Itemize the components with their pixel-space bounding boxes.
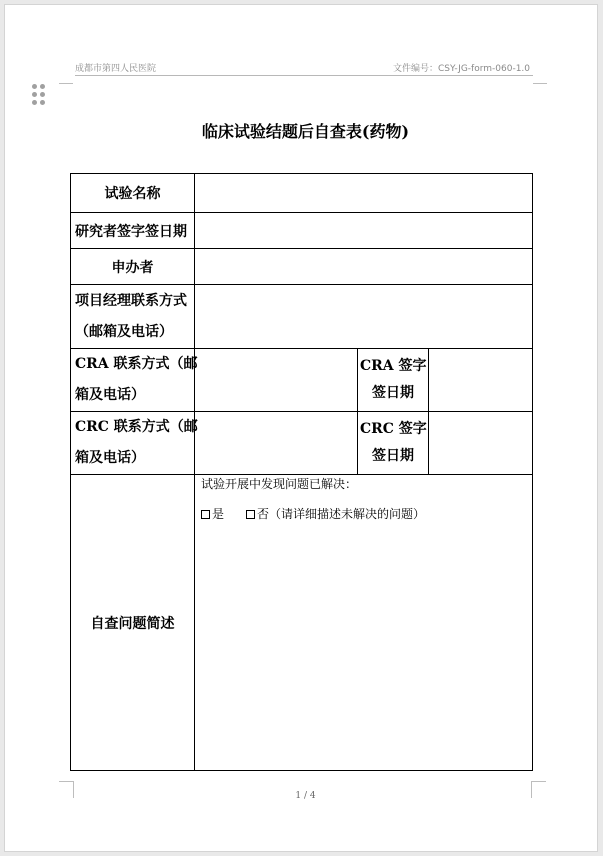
header-document-number: 文件编号：CSY-JG-form-060-1.0 xyxy=(393,64,531,74)
option-no[interactable] xyxy=(246,506,425,522)
table-row xyxy=(71,475,533,771)
margin-corner-bottom-left xyxy=(59,781,74,798)
option-no-label: 否（请详细描述未解决的问题） xyxy=(257,507,426,521)
table-row xyxy=(71,249,533,285)
trial-name-field[interactable] xyxy=(195,174,533,213)
pm-contact-label-line2: （邮箱及电话） xyxy=(75,323,173,340)
sponsor-field[interactable] xyxy=(195,249,533,285)
table-row xyxy=(71,174,533,213)
table-row xyxy=(71,285,533,349)
checkbox-yes-icon[interactable] xyxy=(201,510,210,519)
table-row xyxy=(71,349,533,412)
sponsor-label: 申办者 xyxy=(71,249,195,285)
pm-contact-label-line1: 项目经理联系方式 xyxy=(75,292,187,309)
cra-contact-label-line2: 箱及电话） xyxy=(75,387,145,403)
block-drag-handle-icon[interactable] xyxy=(32,84,48,110)
cra-sign-label-line1: CRA 签字 xyxy=(360,358,427,374)
resolved-options xyxy=(201,506,526,522)
cra-sign-label xyxy=(358,349,429,412)
table-row xyxy=(71,213,533,249)
page-indicator: 1 / 4 xyxy=(295,791,316,801)
crc-sign-label-line1: CRC 签字 xyxy=(360,421,427,437)
crc-sign-field[interactable] xyxy=(429,412,533,475)
cra-contact-label-line1: CRA 联系方式（邮 xyxy=(75,356,198,372)
crc-sign-label-line2: 签日期 xyxy=(372,448,414,464)
pm-contact-field[interactable] xyxy=(195,285,533,349)
header-hospital-name: 成都市第四人民医院 xyxy=(75,64,157,74)
self-check-prompt: 试验开展中发现问题已解决： xyxy=(201,477,358,491)
header-divider xyxy=(75,75,533,76)
table-row xyxy=(71,412,533,475)
trial-name-label: 试验名称 xyxy=(71,174,195,213)
cra-contact-label xyxy=(71,349,198,412)
pm-contact-label xyxy=(71,285,195,349)
option-yes-label: 是 xyxy=(212,507,225,521)
self-check-form-table xyxy=(70,173,533,771)
margin-corner-top-left xyxy=(59,83,73,85)
cra-sign-field[interactable] xyxy=(429,349,533,412)
self-check-description-field[interactable] xyxy=(195,475,533,771)
document-title: 临床试验结题后自查表(药物) xyxy=(201,122,410,141)
margin-corner-top-right xyxy=(533,83,547,85)
self-check-label: 自查问题简述 xyxy=(71,475,195,771)
researcher-sign-label: 研究者签字签日期 xyxy=(71,213,195,249)
crc-contact-label xyxy=(71,412,198,475)
checkbox-no-icon[interactable] xyxy=(246,510,255,519)
crc-contact-field[interactable] xyxy=(195,412,358,475)
option-yes[interactable] xyxy=(201,506,224,522)
crc-contact-label-line2: 箱及电话） xyxy=(75,450,145,466)
cra-sign-label-line2: 签日期 xyxy=(372,385,414,401)
crc-sign-label xyxy=(358,412,429,475)
researcher-sign-field[interactable] xyxy=(195,213,533,249)
cra-contact-field[interactable] xyxy=(195,349,358,412)
document-page xyxy=(4,4,598,852)
crc-contact-label-line1: CRC 联系方式（邮 xyxy=(75,419,198,435)
